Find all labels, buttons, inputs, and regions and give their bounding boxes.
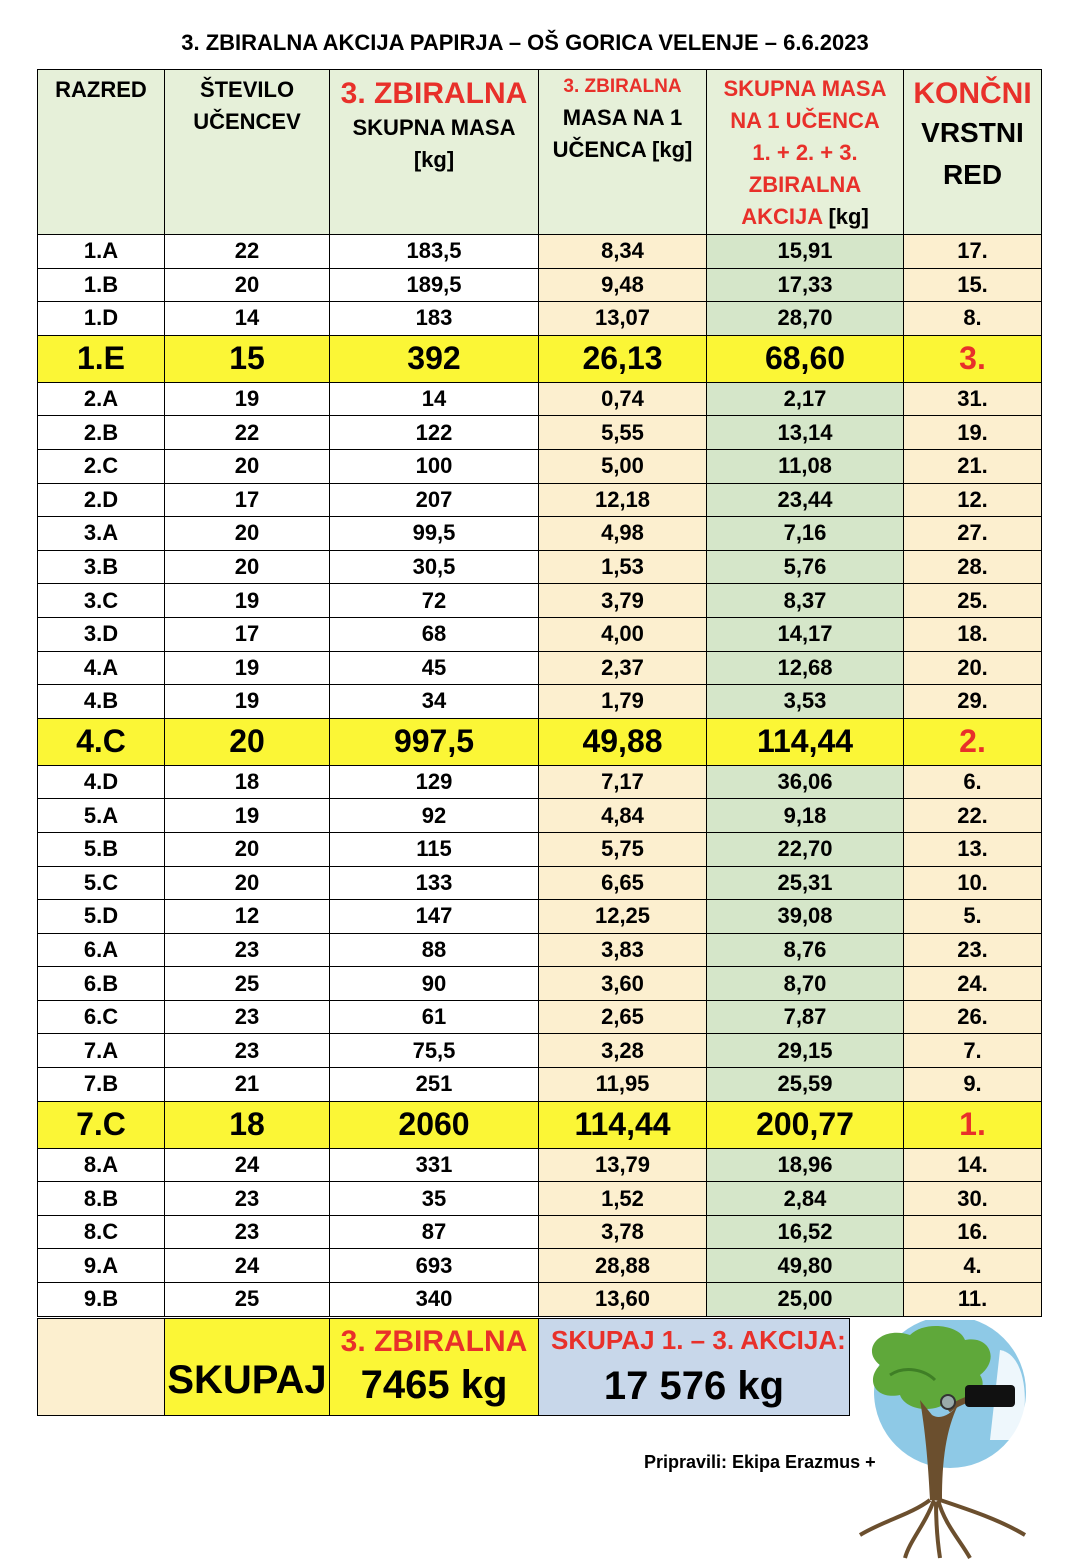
cell-masa-na-ucenca: 11,95 [539, 1068, 707, 1102]
cell-masa-na-ucenca: 5,75 [539, 832, 707, 866]
cell-stevilo: 17 [165, 483, 330, 517]
cell-masa-na-ucenca: 26,13 [539, 335, 707, 382]
cell-koncni-red: 16. [904, 1215, 1042, 1249]
cell-koncni-red: 9. [904, 1068, 1042, 1102]
cell-razred: 3.D [38, 617, 165, 651]
cell-skupna-na-ucenca: 114,44 [707, 718, 904, 765]
cell-masa-na-ucenca: 5,00 [539, 449, 707, 483]
page-title: 3. ZBIRALNA AKCIJA PAPIRJA – OŠ GORICA VELENJE – 6.6.2023 [181, 30, 869, 55]
cell-stevilo: 17 [165, 617, 330, 651]
footer-total-value: 17 576 kg [603, 1364, 785, 1408]
cell-skupna-na-ucenca: 5,76 [707, 550, 904, 584]
cell-skupna-na-ucenca: 18,96 [707, 1148, 904, 1182]
cell-koncni-red: 18. [904, 617, 1042, 651]
cell-razred: 1.B [38, 268, 165, 302]
cell-stevilo: 20 [165, 517, 330, 551]
header-sk-line4: ZBIRALNA [748, 172, 862, 197]
cell-stevilo: 22 [165, 416, 330, 450]
cell-razred: 3.C [38, 584, 165, 618]
cell-razred: 7.C [38, 1101, 165, 1148]
cell-razred: 1.A [38, 235, 165, 269]
cell-skupna-masa: 92 [330, 799, 539, 833]
cell-skupna-na-ucenca: 7,87 [707, 1000, 904, 1034]
cell-razred: 9.B [38, 1283, 165, 1317]
cell-stevilo: 19 [165, 651, 330, 685]
cell-stevilo: 23 [165, 933, 330, 967]
cell-skupna-masa: 189,5 [330, 268, 539, 302]
cell-razred: 7.A [38, 1034, 165, 1068]
cell-skupna-na-ucenca: 8,76 [707, 933, 904, 967]
header-sk-line3: 1. + 2. + 3. [752, 140, 858, 165]
header-stevilo-line2: UČENCEV [193, 109, 301, 134]
cell-skupna-na-ucenca: 8,37 [707, 584, 904, 618]
table-row [38, 416, 1042, 450]
cell-skupna-masa: 30,5 [330, 550, 539, 584]
cell-koncni-red: 15. [904, 268, 1042, 302]
cell-razred: 2.D [38, 483, 165, 517]
header-sk-line5: AKCIJA [741, 204, 823, 229]
table-row [38, 718, 1042, 765]
cell-stevilo: 23 [165, 1215, 330, 1249]
cell-koncni-red: 4. [904, 1249, 1042, 1283]
cell-stevilo: 15 [165, 335, 330, 382]
cell-koncni-red: 31. [904, 382, 1042, 416]
cell-stevilo: 18 [165, 765, 330, 799]
table-row [38, 799, 1042, 833]
footer-empty-cell [37, 1318, 165, 1416]
header-sk-line1: SKUPNA MASA [723, 76, 887, 101]
cell-masa-na-ucenca: 49,88 [539, 718, 707, 765]
cell-koncni-red: 12. [904, 483, 1042, 517]
table-row [38, 1249, 1042, 1283]
cell-razred: 8.A [38, 1148, 165, 1182]
table-row [38, 933, 1042, 967]
cell-razred: 6.C [38, 1000, 165, 1034]
header-red: RED [942, 159, 1003, 190]
cell-masa-na-ucenca: 13,07 [539, 302, 707, 336]
cell-skupna-masa: 997,5 [330, 718, 539, 765]
cell-skupna-na-ucenca: 39,08 [707, 900, 904, 934]
cell-skupna-na-ucenca: 25,59 [707, 1068, 904, 1102]
cell-skupna-masa: 207 [330, 483, 539, 517]
cell-koncni-red: 26. [904, 1000, 1042, 1034]
cell-skupna-na-ucenca: 15,91 [707, 235, 904, 269]
cell-masa-na-ucenca: 1,53 [539, 550, 707, 584]
table-row [38, 967, 1042, 1001]
cell-koncni-red: 19. [904, 416, 1042, 450]
cell-masa-na-ucenca: 3,79 [539, 584, 707, 618]
cell-skupna-na-ucenca: 49,80 [707, 1249, 904, 1283]
cell-masa-na-ucenca: 0,74 [539, 382, 707, 416]
credit-text: Pripravili: Ekipa Erazmus + [644, 1452, 876, 1472]
cell-koncni-red: 1. [904, 1101, 1042, 1148]
cell-koncni-red: 6. [904, 765, 1042, 799]
cell-stevilo: 25 [165, 967, 330, 1001]
cell-skupna-na-ucenca: 36,06 [707, 765, 904, 799]
cell-stevilo: 23 [165, 1000, 330, 1034]
cell-skupna-na-ucenca: 14,17 [707, 617, 904, 651]
cell-skupna-masa: 14 [330, 382, 539, 416]
cell-koncni-red: 8. [904, 302, 1042, 336]
cell-razred: 2.C [38, 449, 165, 483]
cell-koncni-red: 24. [904, 967, 1042, 1001]
table-row [38, 900, 1042, 934]
cell-razred: 5.C [38, 866, 165, 900]
cell-skupna-masa: 34 [330, 685, 539, 719]
footer-zbiralna-value: 7465 kg [360, 1363, 508, 1407]
cell-koncni-red: 22. [904, 799, 1042, 833]
cell-stevilo: 19 [165, 799, 330, 833]
cell-razred: 4.B [38, 685, 165, 719]
cell-masa-na-ucenca: 2,37 [539, 651, 707, 685]
cell-skupna-masa: 72 [330, 584, 539, 618]
cell-masa-na-ucenca: 13,79 [539, 1148, 707, 1182]
header-masa-line3: UČENCA [kg] [552, 137, 693, 162]
cell-skupna-masa: 61 [330, 1000, 539, 1034]
cell-skupna-masa: 88 [330, 933, 539, 967]
cell-stevilo: 14 [165, 302, 330, 336]
cell-skupna-masa: 100 [330, 449, 539, 483]
cell-skupna-na-ucenca: 2,84 [707, 1182, 904, 1216]
table-row [38, 449, 1042, 483]
cell-stevilo: 19 [165, 584, 330, 618]
table-row [38, 1215, 1042, 1249]
cell-stevilo: 21 [165, 1068, 330, 1102]
header-row [38, 70, 1042, 235]
cell-skupna-na-ucenca: 11,08 [707, 449, 904, 483]
cell-skupna-na-ucenca: 29,15 [707, 1034, 904, 1068]
cell-koncni-red: 3. [904, 335, 1042, 382]
cell-masa-na-ucenca: 8,34 [539, 235, 707, 269]
table-row [38, 1068, 1042, 1102]
header-skupna-na-ucenca [707, 70, 904, 235]
cell-masa-na-ucenca: 5,55 [539, 416, 707, 450]
cell-koncni-red: 23. [904, 933, 1042, 967]
header-masa-na-ucenca [539, 70, 707, 235]
cell-skupna-masa: 68 [330, 617, 539, 651]
cell-stevilo: 25 [165, 1283, 330, 1317]
cell-masa-na-ucenca: 3,78 [539, 1215, 707, 1249]
table-row [38, 1034, 1042, 1068]
cell-razred: 3.A [38, 517, 165, 551]
cell-skupna-masa: 331 [330, 1148, 539, 1182]
cell-razred: 1.D [38, 302, 165, 336]
table-row [38, 382, 1042, 416]
cell-koncni-red: 20. [904, 651, 1042, 685]
cell-skupna-na-ucenca: 12,68 [707, 651, 904, 685]
cell-skupna-masa: 147 [330, 900, 539, 934]
table-row [38, 1182, 1042, 1216]
cell-razred: 8.C [38, 1215, 165, 1249]
cell-skupna-masa: 183,5 [330, 235, 539, 269]
cell-skupna-na-ucenca: 17,33 [707, 268, 904, 302]
table-row [38, 1148, 1042, 1182]
table-row [38, 866, 1042, 900]
cell-masa-na-ucenca: 114,44 [539, 1101, 707, 1148]
results-table [37, 69, 1042, 1317]
table-row [38, 235, 1042, 269]
header-koncni-red [904, 70, 1042, 235]
cell-skupna-masa: 129 [330, 765, 539, 799]
table-row [38, 685, 1042, 719]
cell-skupna-na-ucenca: 3,53 [707, 685, 904, 719]
cell-skupna-na-ucenca: 200,77 [707, 1101, 904, 1148]
cell-stevilo: 12 [165, 900, 330, 934]
erasmus-tree-logo [850, 1320, 1040, 1560]
cell-masa-na-ucenca: 4,98 [539, 517, 707, 551]
cell-skupna-na-ucenca: 25,31 [707, 866, 904, 900]
cell-koncni-red: 5. [904, 900, 1042, 934]
cell-koncni-red: 7. [904, 1034, 1042, 1068]
table-row [38, 483, 1042, 517]
header-kg-line: [kg] [413, 147, 455, 172]
table-row [38, 832, 1042, 866]
cell-koncni-red: 11. [904, 1283, 1042, 1317]
cell-razred: 2.A [38, 382, 165, 416]
cell-koncni-red: 10. [904, 866, 1042, 900]
cell-stevilo: 23 [165, 1034, 330, 1068]
cell-skupna-masa: 45 [330, 651, 539, 685]
cell-skupna-masa: 115 [330, 832, 539, 866]
cell-masa-na-ucenca: 6,65 [539, 866, 707, 900]
cell-razred: 5.B [38, 832, 165, 866]
cell-masa-na-ucenca: 3,28 [539, 1034, 707, 1068]
cell-skupna-na-ucenca: 23,44 [707, 483, 904, 517]
cell-razred: 5.D [38, 900, 165, 934]
table-row [38, 335, 1042, 382]
header-sk-line2: NA 1 UČENCA [730, 108, 880, 133]
footer-grand-total [538, 1318, 850, 1416]
cell-koncni-red: 25. [904, 584, 1042, 618]
cell-masa-na-ucenca: 12,25 [539, 900, 707, 934]
cell-masa-na-ucenca: 7,17 [539, 765, 707, 799]
header-masa-red: 3. ZBIRALNA [563, 76, 682, 97]
cell-koncni-red: 29. [904, 685, 1042, 719]
cell-skupna-masa: 693 [330, 1249, 539, 1283]
cell-skupna-masa: 340 [330, 1283, 539, 1317]
cell-stevilo: 24 [165, 1249, 330, 1283]
cell-skupna-masa: 87 [330, 1215, 539, 1249]
logo-headset-lens [941, 1395, 955, 1409]
table-row [38, 584, 1042, 618]
cell-razred: 4.A [38, 651, 165, 685]
cell-razred: 2.B [38, 416, 165, 450]
header-razred-label: RAZRED [55, 77, 147, 102]
cell-skupna-na-ucenca: 22,70 [707, 832, 904, 866]
cell-skupna-na-ucenca: 16,52 [707, 1215, 904, 1249]
cell-skupna-na-ucenca: 8,70 [707, 967, 904, 1001]
cell-skupna-masa: 99,5 [330, 517, 539, 551]
cell-skupna-na-ucenca: 9,18 [707, 799, 904, 833]
cell-razred: 8.B [38, 1182, 165, 1216]
cell-skupna-na-ucenca: 68,60 [707, 335, 904, 382]
header-skupna-masa-line: SKUPNA MASA [352, 115, 516, 140]
cell-stevilo: 19 [165, 685, 330, 719]
table-row [38, 651, 1042, 685]
cell-skupna-masa: 2060 [330, 1101, 539, 1148]
cell-skupna-masa: 183 [330, 302, 539, 336]
cell-masa-na-ucenca: 4,84 [539, 799, 707, 833]
cell-masa-na-ucenca: 9,48 [539, 268, 707, 302]
cell-stevilo: 22 [165, 235, 330, 269]
cell-masa-na-ucenca: 13,60 [539, 1283, 707, 1317]
cell-razred: 6.B [38, 967, 165, 1001]
cell-koncni-red: 13. [904, 832, 1042, 866]
cell-stevilo: 20 [165, 866, 330, 900]
cell-skupna-masa: 90 [330, 967, 539, 1001]
cell-skupna-masa: 35 [330, 1182, 539, 1216]
footer-skupaj: SKUPAJ [164, 1318, 330, 1416]
footer-zbiralna-total [329, 1318, 539, 1416]
cell-skupna-masa: 392 [330, 335, 539, 382]
table-row [38, 1000, 1042, 1034]
cell-stevilo: 20 [165, 718, 330, 765]
cell-skupna-masa: 251 [330, 1068, 539, 1102]
cell-razred: 9.A [38, 1249, 165, 1283]
cell-masa-na-ucenca: 12,18 [539, 483, 707, 517]
cell-stevilo: 20 [165, 832, 330, 866]
table-row [38, 302, 1042, 336]
header-koncni: KONČNI [913, 77, 1032, 110]
cell-stevilo: 18 [165, 1101, 330, 1148]
cell-masa-na-ucenca: 4,00 [539, 617, 707, 651]
cell-stevilo: 19 [165, 382, 330, 416]
footer-zbiralna-label: 3. ZBIRALNA [340, 1325, 528, 1358]
footer-total-label: SKUPAJ 1. – 3. AKCIJA: [551, 1325, 846, 1355]
header-sk-kg: [kg] [828, 204, 869, 229]
cell-razred: 1.E [38, 335, 165, 382]
header-zbiralna-red: 3. ZBIRALNA [340, 77, 528, 110]
header-vrstni: VRSTNI [921, 117, 1024, 148]
cell-stevilo: 24 [165, 1148, 330, 1182]
header-masa-line2: MASA NA 1 [562, 105, 683, 130]
table-row [38, 517, 1042, 551]
logo-roots [860, 1500, 1025, 1558]
table-row [38, 1283, 1042, 1317]
cell-razred: 4.C [38, 718, 165, 765]
header-stevilo-line1: ŠTEVILO [199, 77, 295, 102]
cell-stevilo: 20 [165, 449, 330, 483]
cell-razred: 4.D [38, 765, 165, 799]
cell-razred: 7.B [38, 1068, 165, 1102]
cell-razred: 5.A [38, 799, 165, 833]
cell-masa-na-ucenca: 1,52 [539, 1182, 707, 1216]
cell-razred: 6.A [38, 933, 165, 967]
table-row [38, 268, 1042, 302]
cell-masa-na-ucenca: 2,65 [539, 1000, 707, 1034]
cell-skupna-na-ucenca: 25,00 [707, 1283, 904, 1317]
cell-masa-na-ucenca: 1,79 [539, 685, 707, 719]
cell-koncni-red: 27. [904, 517, 1042, 551]
header-razred [38, 70, 165, 235]
cell-masa-na-ucenca: 28,88 [539, 1249, 707, 1283]
cell-skupna-na-ucenca: 28,70 [707, 302, 904, 336]
table-row [38, 617, 1042, 651]
cell-skupna-na-ucenca: 2,17 [707, 382, 904, 416]
cell-stevilo: 23 [165, 1182, 330, 1216]
cell-koncni-red: 2. [904, 718, 1042, 765]
cell-stevilo: 20 [165, 550, 330, 584]
cell-skupna-na-ucenca: 13,14 [707, 416, 904, 450]
cell-koncni-red: 17. [904, 235, 1042, 269]
cell-masa-na-ucenca: 3,60 [539, 967, 707, 1001]
header-skupna-masa [330, 70, 539, 235]
cell-masa-na-ucenca: 3,83 [539, 933, 707, 967]
cell-koncni-red: 14. [904, 1148, 1042, 1182]
logo-vr-headset [965, 1385, 1015, 1407]
cell-skupna-na-ucenca: 7,16 [707, 517, 904, 551]
cell-skupna-masa: 122 [330, 416, 539, 450]
cell-razred: 3.B [38, 550, 165, 584]
table-row [38, 765, 1042, 799]
cell-koncni-red: 21. [904, 449, 1042, 483]
cell-koncni-red: 28. [904, 550, 1042, 584]
header-stevilo [165, 70, 330, 235]
cell-stevilo: 20 [165, 268, 330, 302]
table-row [38, 550, 1042, 584]
cell-skupna-masa: 133 [330, 866, 539, 900]
table-row [38, 1101, 1042, 1148]
cell-koncni-red: 30. [904, 1182, 1042, 1216]
cell-skupna-masa: 75,5 [330, 1034, 539, 1068]
